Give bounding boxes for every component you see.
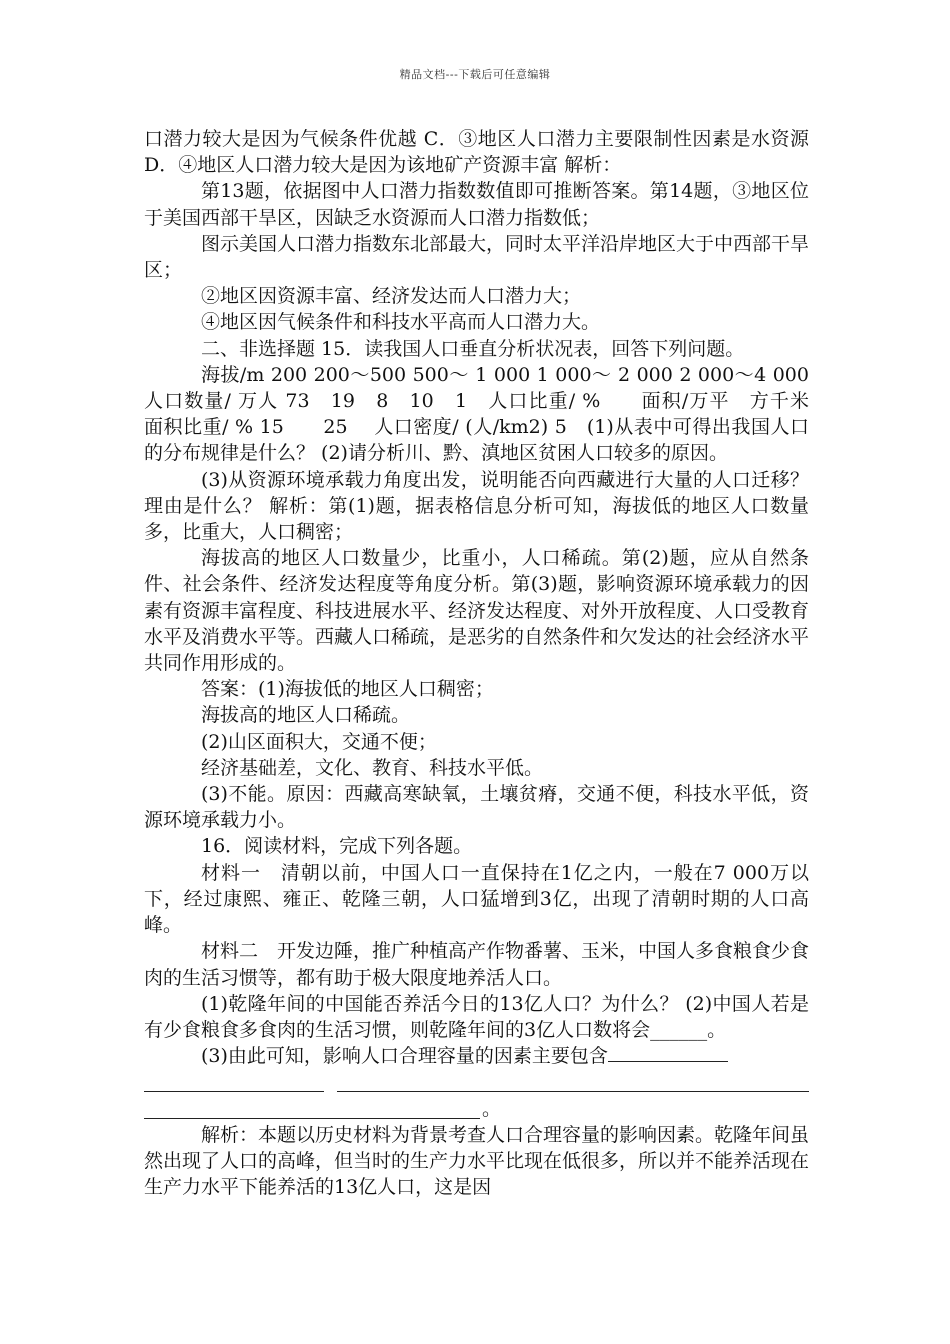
paragraph-17: 材料二 开发边陲，推广种植高产作物番薯、玉米，中国人多食粮食少食肉的生活习惯等，都有助于极大限度地养活人口。: [144, 940, 810, 989]
paragraph-10: 答案：(1)海拔低的地区人口稠密；: [201, 678, 494, 701]
paragraph-6: 二、非选择题 15．读我国人口垂直分析状况表，回答下列问题。: [201, 337, 745, 360]
paragraph-13: 经济基础差，文化、教育、科技水平低。: [201, 756, 544, 779]
question-3-prompt: (3)由此可知，影响人口合理容量的因素主要包含: [201, 1045, 608, 1068]
paragraph-16: 材料一 清朝以前，中国人口一直保持在1亿之内，一般在7 000万以下，经过康熙、雍正、乾隆三朝，人口猛增到3亿，出现了清朝时期的人口高峰。: [144, 861, 809, 937]
answer-blank-line-1[interactable]: [144, 1069, 809, 1095]
answer-blank-line-2[interactable]: [144, 1096, 809, 1122]
answer-end-mark: 。: [482, 1097, 502, 1120]
paragraph-8: (3)从资源环境承载力角度出发，说明能否向西藏进行大量的人口迁移？理由是什么？ 解析：第(1)题，据表格信息分析可知，海拔低的地区人口数量多，比重大，人口稠密；: [144, 468, 809, 544]
paragraph-4: ②地区因资源丰富、经济发达而人口潜力大；: [201, 285, 582, 308]
document-body: [144, 126, 867, 1200]
paragraph-18: (1)乾隆年间的中国能否养活今日的13亿人口？为什么？ (2)中国人若是有少食粮食多食肉的生活习惯，则乾隆年间的3亿人口数将会______。: [144, 992, 809, 1041]
paragraph-9: 海拔高的地区人口数量少，比重小，人口稀疏。第(2)题，应从自然条件、社会条件、经济发达程度等角度分析。第(3)题，影响资源环境承载力的因素有资源丰富程度、科技进展水平、经济发达程度、对外开放程度、人口受教育水平及消费水平等。西藏人口稀疏，是恶劣的自然条件和欠发达的社会经济水平共同作用形成的。: [144, 547, 810, 675]
paragraph-14: (3)不能。原因：西藏高寒缺氧，土壤贫瘠，交通不便，科技水平低，资源环境承载力小。: [144, 783, 809, 832]
page-header: 精品文档---下载后可任意编辑: [399, 68, 551, 81]
paragraph-1: 口潜力较大是因为气候条件优越 C．③地区人口潜力主要限制性因素是水资源 D．④地区人口潜力较大是因为该地矿产资源丰富 解析：: [144, 128, 809, 177]
paragraph-20: 解析：本题以历史材料为背景考查人口合理容量的影响因素。乾隆年间虽然出现了人口的高峰，但当时的生产力水平比现在低很多，所以并不能养活现在生产力水平下能养活的13亿人口，这是因: [144, 1123, 810, 1199]
answer-blank-inline[interactable]: [608, 1043, 728, 1062]
paragraph-15: 16．阅读材料，完成下列各题。: [201, 835, 473, 858]
paragraph-7: 海拔/m 200 200～500 500～ 1 000 1 000～ 2 000 2 000～4 000 人口数量/ 万人 73 19 8 10 1 人口比重/ % 面积/万平 方千米 面积比重/ % 15 25 人口密度/ (人/km2) 5 (1)从表中可得出我国人口的分布规律是什么？ (2)请分析川、黔、滇地区贫困人口较多的原因。: [144, 363, 867, 465]
paragraph-3: 图示美国人口潜力指数东北部最大，同时太平洋沿岸地区大于中西部干旱区；: [144, 232, 810, 282]
paragraph-11: 海拔高的地区人口稀疏。: [201, 704, 411, 727]
paragraph-5: ④地区因气候条件和科技水平高而人口潜力大。: [201, 311, 601, 334]
paragraph-12: (2)山区面积大，交通不便；: [201, 730, 437, 753]
paragraph-19: [144, 1043, 809, 1069]
answer-blank-b[interactable]: [337, 1091, 809, 1092]
answer-blank-a[interactable]: [144, 1091, 324, 1092]
answer-blank-c[interactable]: [144, 1118, 480, 1119]
paragraph-2: 第13题，依据图中人口潜力指数数值即可推断答案。第14题，③地区位于美国西部干旱区，因缺乏水资源而人口潜力指数低；: [144, 180, 809, 229]
